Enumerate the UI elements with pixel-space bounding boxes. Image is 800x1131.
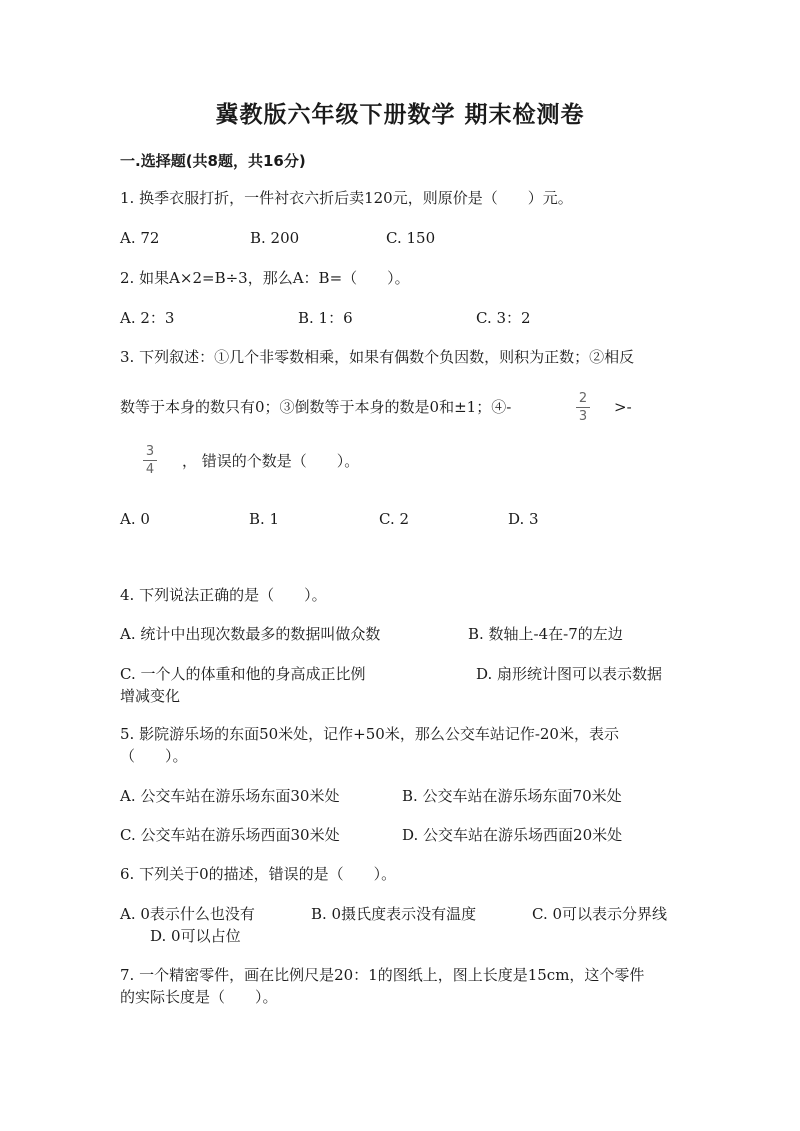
q1-option-c: C. 150 xyxy=(386,229,436,247)
question-3-line-2: 数等于本身的数只有0；③倒数等于本身的数是0和±1；④- xyxy=(120,398,512,416)
question-5-stem: 5. 影院游乐场的东面50米处，记作+50米，那么公交车站记作-20米，表示 xyxy=(120,725,619,743)
q1-option-b: B. 200 xyxy=(250,229,300,247)
question-7-stem: 7. 一个精密零件，画在比例尺是20：1的图纸上，图上长度是15cm，这个零件 xyxy=(120,966,645,984)
q4-option-b: B. 数轴上-4在-7的左边 xyxy=(468,625,623,643)
q4-option-c: C. 一个人的体重和他的身高成正比例 xyxy=(120,665,366,683)
question-7-stem-continued: 的实际长度是（ ）。 xyxy=(120,988,278,1006)
fraction-numerator: 3 xyxy=(145,444,155,459)
greater-than-sign: >- xyxy=(614,398,632,416)
fraction-three-fourths xyxy=(143,444,157,477)
section-heading: 一.选择题(共8题，共16分) xyxy=(120,152,306,170)
fraction-numerator: 2 xyxy=(578,391,588,406)
question-5-stem-continued: （ ）。 xyxy=(120,747,188,765)
q4-option-d-continued: 增减变化 xyxy=(120,687,181,705)
q1-option-a: A. 72 xyxy=(120,229,160,247)
fraction-two-thirds xyxy=(576,391,590,424)
fraction-bar xyxy=(143,460,157,461)
q5-option-b: B. 公交车站在游乐场东面70米处 xyxy=(402,787,622,805)
q5-option-d: D. 公交车站在游乐场西面20米处 xyxy=(402,826,623,844)
question-3-line-1: 3. 下列叙述：①几个非零数相乘，如果有偶数个负因数，则积为正数；②相反 xyxy=(120,348,635,366)
question-1-stem: 1. 换季衣服打折，一件衬衣六折后卖120元，则原价是（ ）元。 xyxy=(120,189,573,207)
fraction-denominator: 3 xyxy=(578,409,588,424)
page-title: 冀教版六年级下册数学 期末检测卷 xyxy=(215,102,585,128)
question-3-tail: ， 错误的个数是（ ）。 xyxy=(182,452,360,470)
q6-option-d: D. 0可以占位 xyxy=(150,927,241,945)
q2-option-b: B. 1：6 xyxy=(298,309,353,327)
q3-option-b: B. 1 xyxy=(249,510,280,528)
fraction-denominator: 4 xyxy=(145,462,155,477)
q6-option-b: B. 0摄氏度表示没有温度 xyxy=(311,905,477,923)
fraction-bar xyxy=(576,407,590,408)
q5-option-a: A. 公交车站在游乐场东面30米处 xyxy=(120,787,340,805)
q6-option-c: C. 0可以表示分界线 xyxy=(532,905,668,923)
q2-option-a: A. 2：3 xyxy=(120,309,175,327)
question-4-stem: 4. 下列说法正确的是（ ）。 xyxy=(120,586,327,604)
question-6-stem: 6. 下列关于0的描述，错误的是（ ）。 xyxy=(120,865,397,883)
q3-option-a: A. 0 xyxy=(120,510,150,528)
q4-option-a: A. 统计中出现次数最多的数据叫做众数 xyxy=(120,625,381,643)
q5-option-c: C. 公交车站在游乐场西面30米处 xyxy=(120,826,340,844)
question-2-stem: 2. 如果A×2=B÷3，那么A：B=（ ）。 xyxy=(120,269,410,287)
q3-option-d: D. 3 xyxy=(508,510,539,528)
q3-option-c: C. 2 xyxy=(379,510,410,528)
q6-option-a: A. 0表示什么也没有 xyxy=(120,905,255,923)
q2-option-c: C. 3：2 xyxy=(476,309,531,327)
q4-option-d: D. 扇形统计图可以表示数据 xyxy=(476,665,663,683)
